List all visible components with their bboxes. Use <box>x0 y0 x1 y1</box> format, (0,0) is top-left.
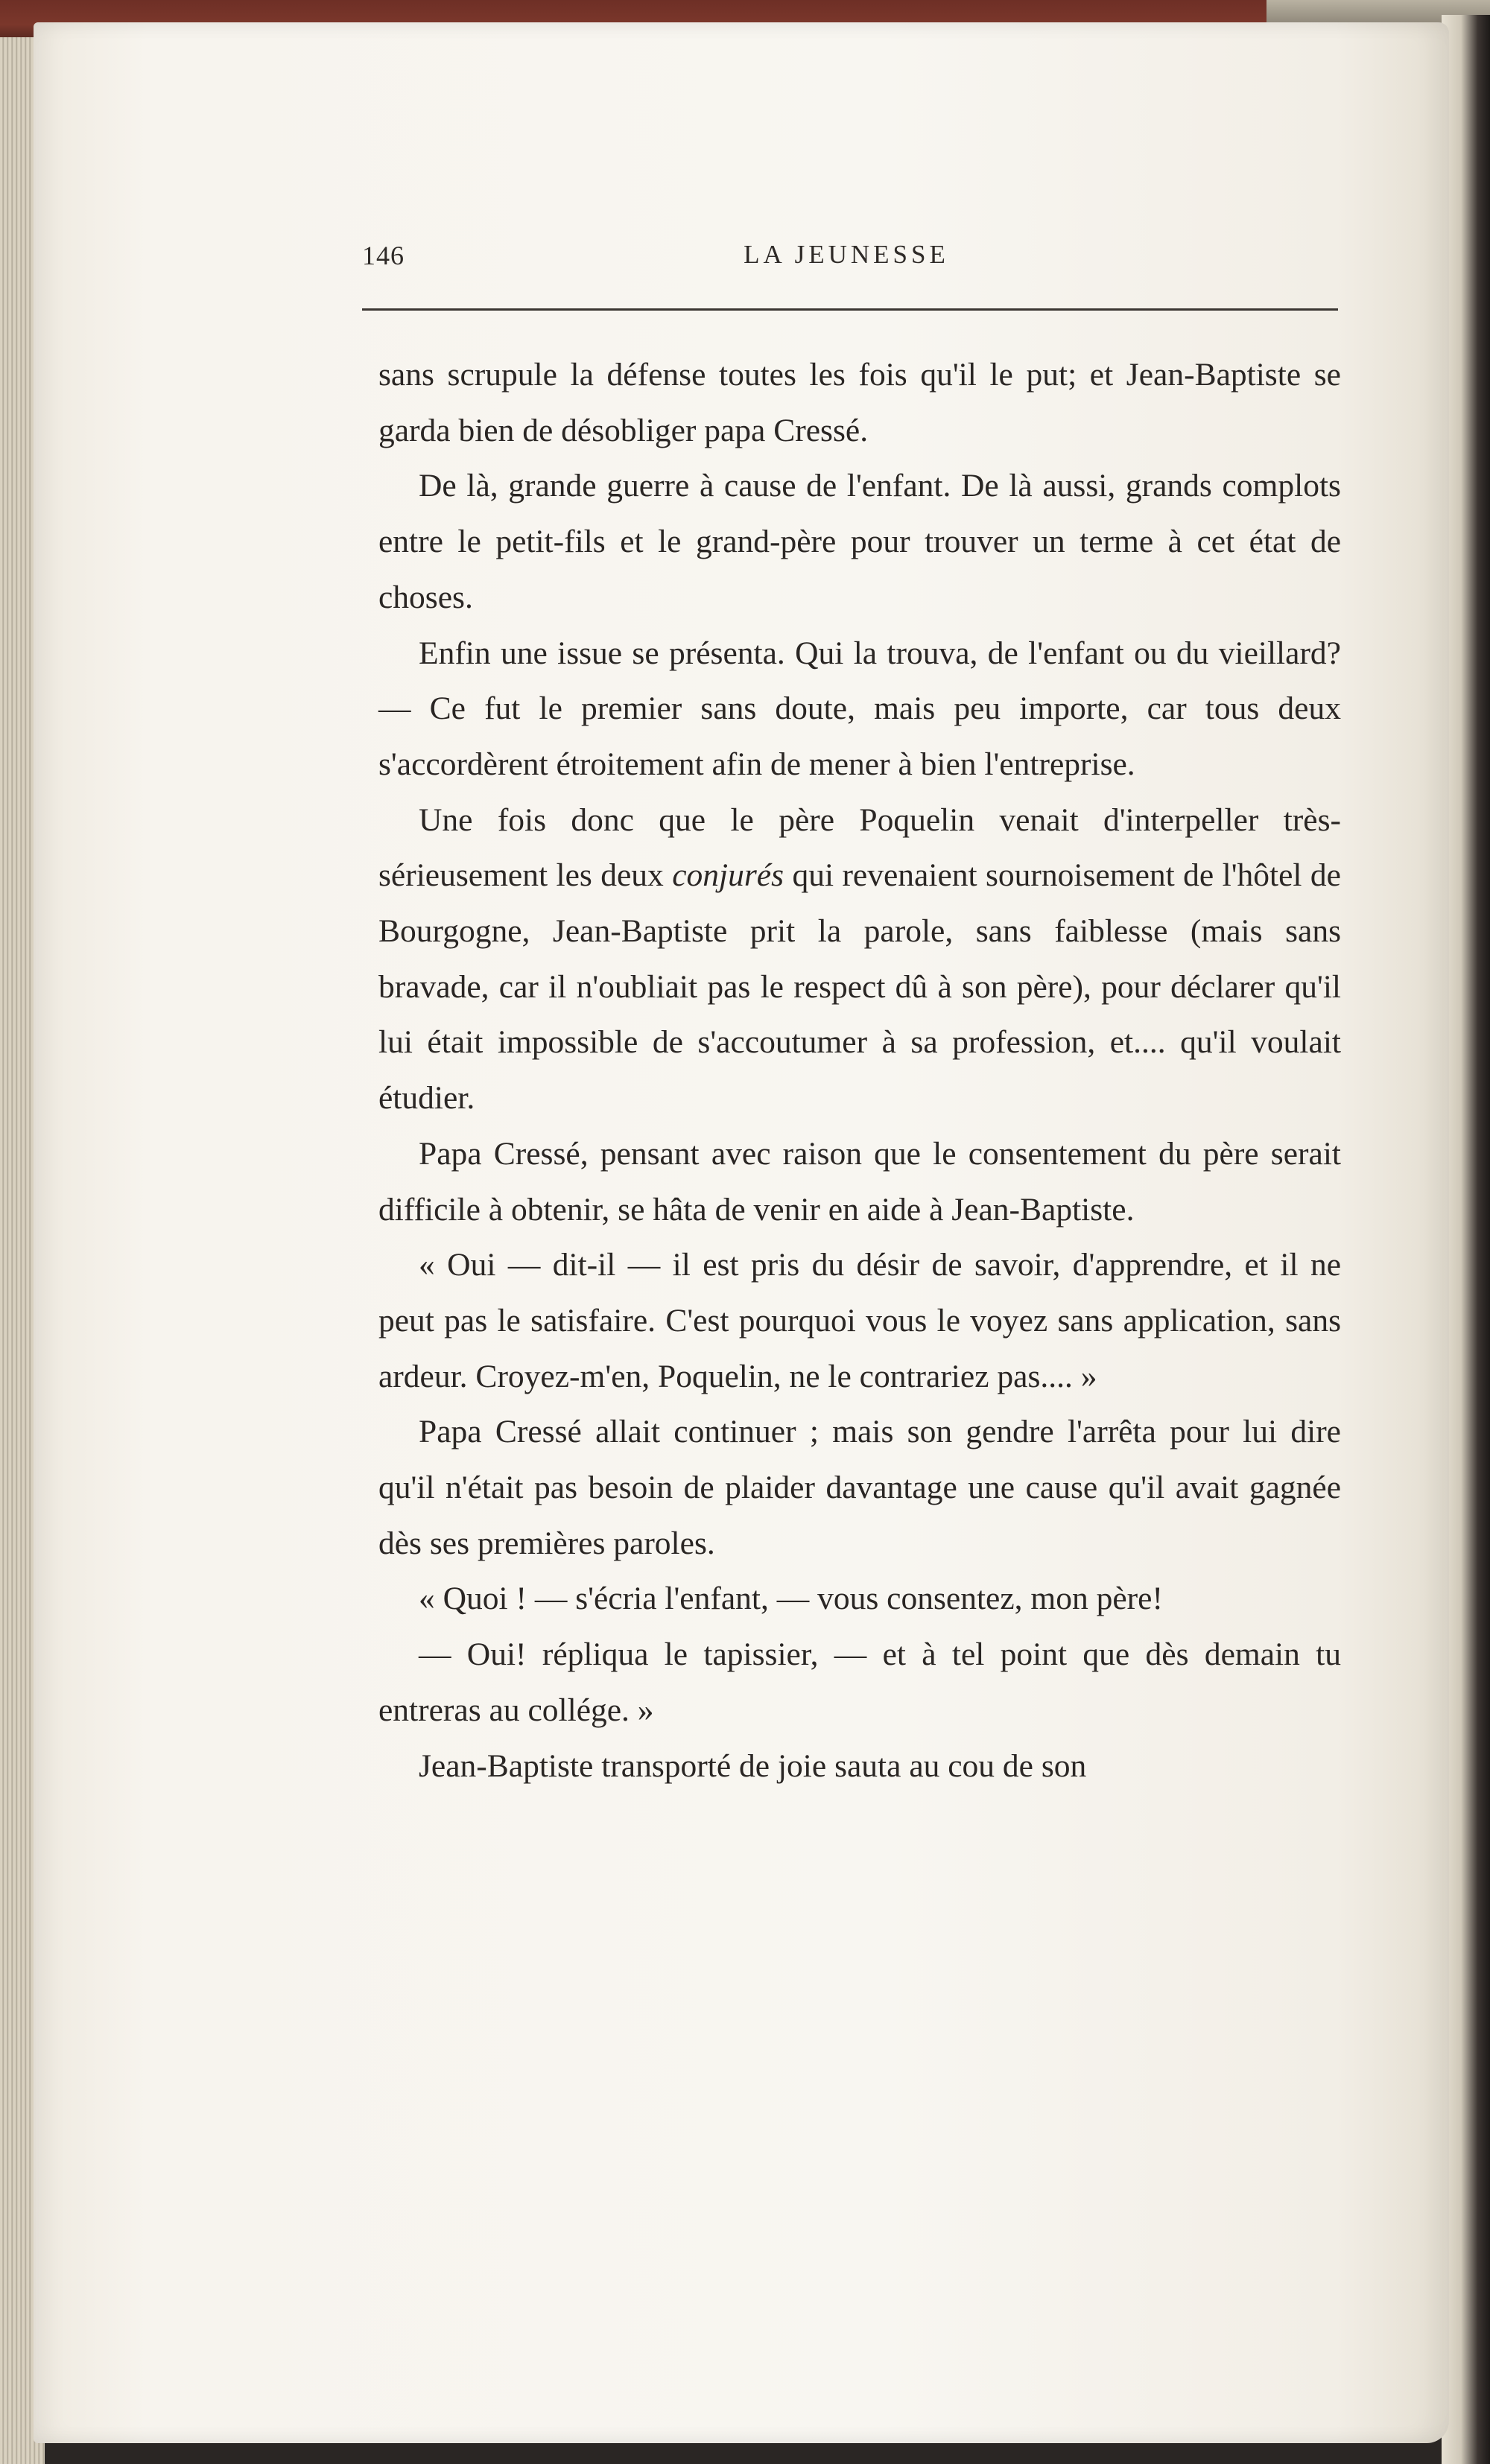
paragraph: Jean-Baptiste transporté de joie sauta au cou de son <box>419 1747 1087 1784</box>
paragraph: Enfin une issue se présenta. Qui la trouva, de l'enfant ou du vieillard? — Ce fut le premier sans doute, mais peu importe, car tous deux s'accordèrent étroitement afin de mener à bien l'entreprise. <box>378 635 1341 782</box>
paragraph-text: Une fois donc que le père Poquelin venait d'interpeller très-sérieusement les deux <box>378 801 1341 894</box>
paragraph: « Quoi ! — s'écria l'enfant, — vous consentez, mon père! <box>419 1581 1163 1617</box>
paragraph-text: qui revenaient sournoisement de l'hôtel de Bourgogne, Jean-Baptiste prit la parole, sans faiblesse (mais sans bravade, car il n'oubliait pas le respect dû à son père), pour déclarer qu'il lui était impossible de s'accoutumer à sa profession, et.... qu'il voulait étudier. <box>378 857 1341 1117</box>
paragraph: Papa Cressé allait continuer ; mais son gendre l'arrêta pour lui dire qu'il n'était pas besoin de plaider davantage une cause qu'il avait gagnée dès ses premières paroles. <box>378 1414 1341 1561</box>
paragraph: Papa Cressé, pensant avec raison que le consentement du père serait difficile à obtenir, se hâta de venir en aide à Jean-Baptiste. <box>378 1135 1341 1228</box>
body-text <box>378 347 1341 1794</box>
paragraph: De là, grande guerre à cause de l'enfant. De là aussi, grands complots entre le petit-fils et le grand-père pour trouver un terme à cet état de choses. <box>378 468 1341 615</box>
paragraph: sans scrupule la défense toutes les fois qu'il le put; et Jean-Baptiste se garda bien de désobliger papa Cressé. <box>378 357 1341 448</box>
paragraph: — Oui! répliqua le tapissier, — et à tel point que dès demain tu entreras au collége. » <box>378 1636 1341 1728</box>
paragraph <box>378 793 1341 1126</box>
italic-word: conjurés <box>672 857 784 894</box>
page-number: 146 <box>362 241 405 270</box>
page-header <box>362 240 1331 285</box>
running-title: LA JEUNESSE <box>744 240 949 269</box>
header-rule <box>362 308 1338 311</box>
paragraph: « Oui — dit-il — il est pris du désir de savoir, d'apprendre, et il ne peut pas le satisfaire. C'est pourquoi vous le voyez sans application, sans ardeur. Croyez-m'en, Poquelin, ne le contrariez pas.... » <box>378 1247 1341 1394</box>
